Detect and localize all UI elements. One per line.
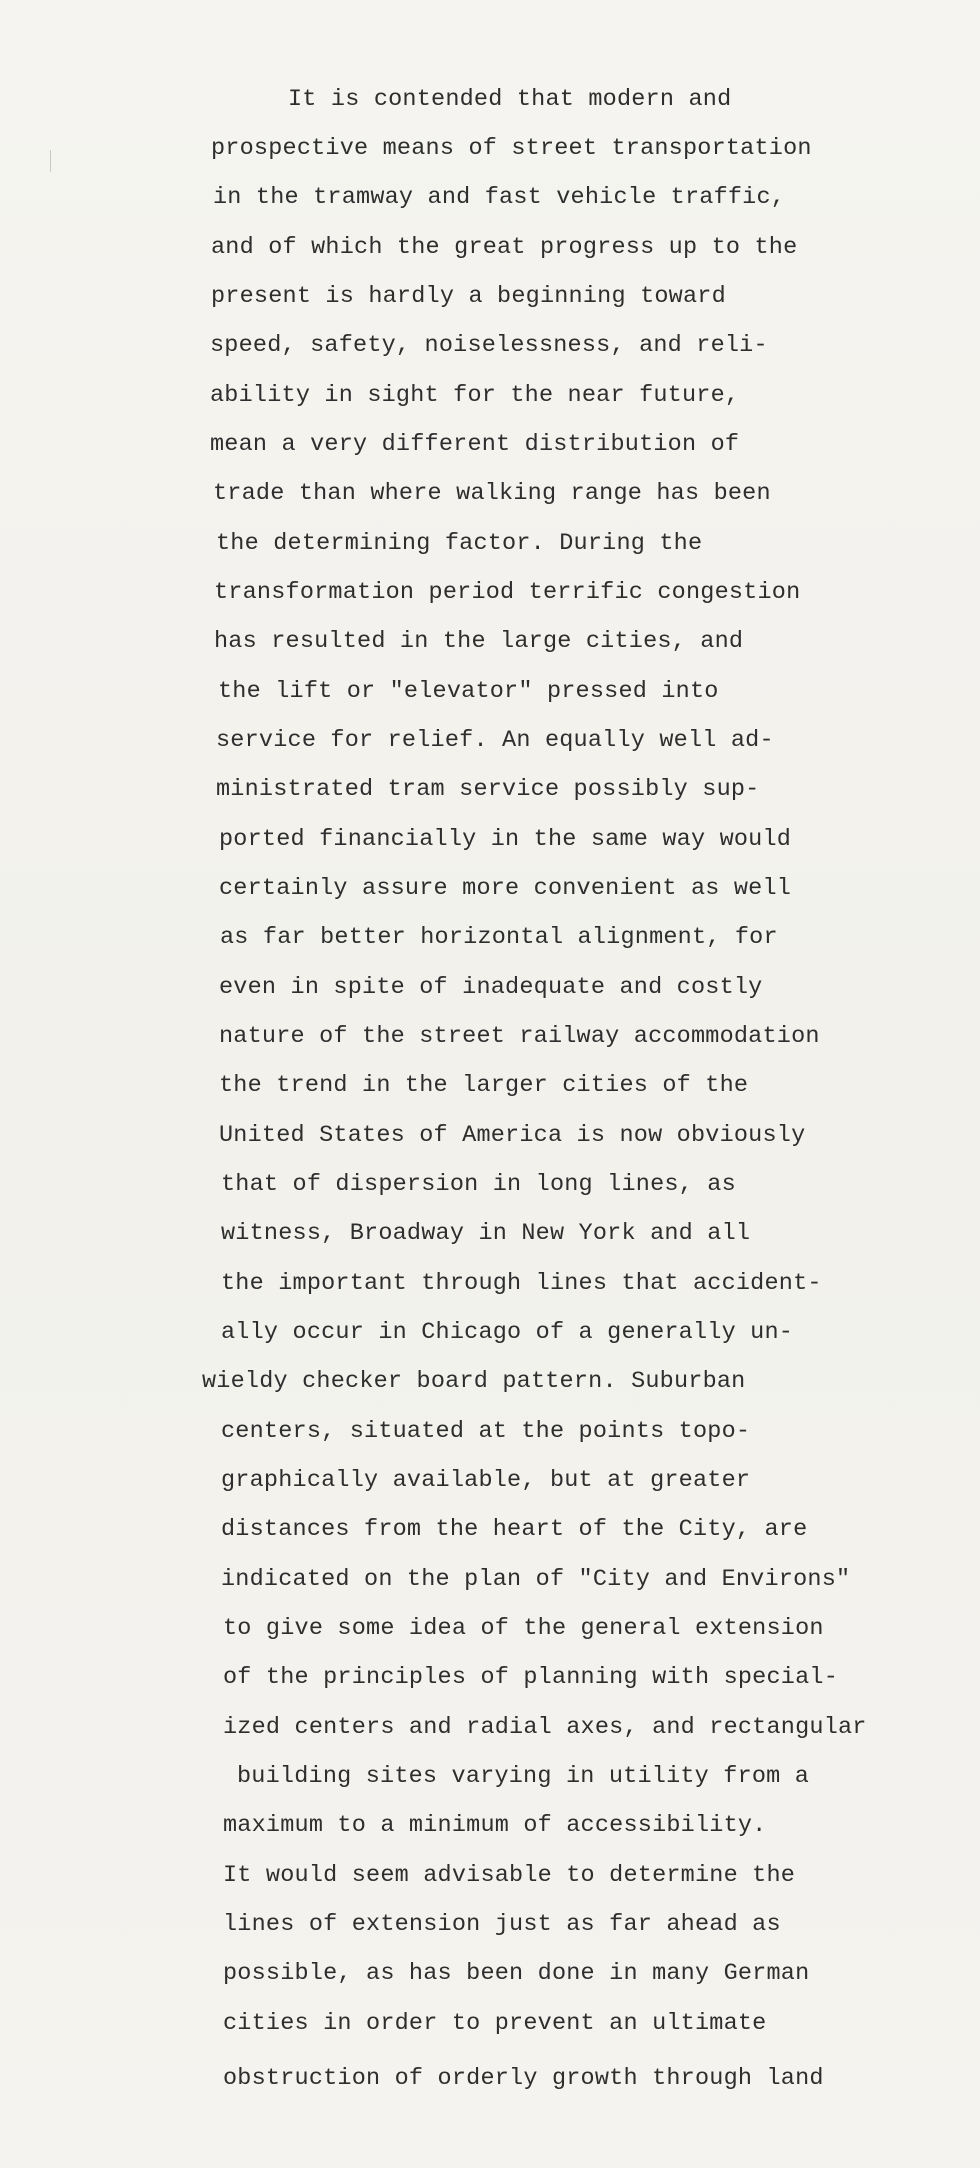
text-line: ability in sight for the near future, xyxy=(210,382,740,409)
text-line: certainly assure more convenient as well xyxy=(219,875,792,902)
text-line: the trend in the larger cities of the xyxy=(219,1072,749,1099)
text-line: It is contended that modern and xyxy=(288,86,732,113)
text-line: ported financially in the same way would xyxy=(219,826,792,853)
text-line: has resulted in the large cities, and xyxy=(214,628,744,655)
text-line: wieldy checker board pattern. Suburban xyxy=(202,1368,746,1395)
text-line: even in spite of inadequate and costly xyxy=(219,974,763,1001)
text-line: as far better horizontal alignment, for xyxy=(220,924,778,951)
text-line: speed, safety, noiselessness, and reli- xyxy=(210,332,768,359)
text-line: the determining factor. During the xyxy=(216,530,703,557)
text-line: indicated on the plan of "City and Environs" xyxy=(221,1566,851,1593)
text-line: cities in order to prevent an ultimate xyxy=(223,2010,767,2037)
margin-mark xyxy=(50,150,51,172)
text-line: United States of America is now obviously xyxy=(219,1122,806,1149)
text-line: ally occur in Chicago of a generally un- xyxy=(221,1319,794,1346)
text-line: It would seem advisable to determine the xyxy=(223,1862,796,1889)
text-line: maximum to a minimum of accessibility. xyxy=(223,1812,767,1839)
text-line: centers, situated at the points topo- xyxy=(221,1418,751,1445)
text-line: that of dispersion in long lines, as xyxy=(221,1171,736,1198)
text-line: graphically available, but at greater xyxy=(221,1467,751,1494)
text-line: transformation period terrific congestion xyxy=(214,579,801,606)
text-line: possible, as has been done in many German xyxy=(223,1960,810,1987)
text-line: ized centers and radial axes, and rectangular xyxy=(223,1714,867,1741)
text-line: the important through lines that accident- xyxy=(221,1270,822,1297)
text-line: present is hardly a beginning toward xyxy=(211,283,726,310)
text-line: ministrated tram service possibly sup- xyxy=(216,776,760,803)
text-line: the lift or "elevator" pressed into xyxy=(218,678,719,705)
text-line: of the principles of planning with special- xyxy=(223,1664,838,1691)
text-line: in the tramway and fast vehicle traffic, xyxy=(213,184,786,211)
text-line: mean a very different distribution of xyxy=(210,431,740,458)
text-line: lines of extension just as far ahead as xyxy=(223,1911,781,1938)
text-line: witness, Broadway in New York and all xyxy=(221,1220,751,1247)
text-line: distances from the heart of the City, are xyxy=(221,1516,808,1543)
text-line: to give some idea of the general extension xyxy=(223,1615,824,1642)
text-line: nature of the street railway accommodation xyxy=(219,1023,820,1050)
text-line: trade than where walking range has been xyxy=(213,480,771,507)
text-line: prospective means of street transportation xyxy=(211,135,812,162)
text-line: building sites varying in utility from a xyxy=(237,1763,810,1790)
text-line: and of which the great progress up to the xyxy=(211,234,798,261)
text-line: service for relief. An equally well ad- xyxy=(216,727,774,754)
text-line: obstruction of orderly growth through land xyxy=(223,2065,824,2092)
